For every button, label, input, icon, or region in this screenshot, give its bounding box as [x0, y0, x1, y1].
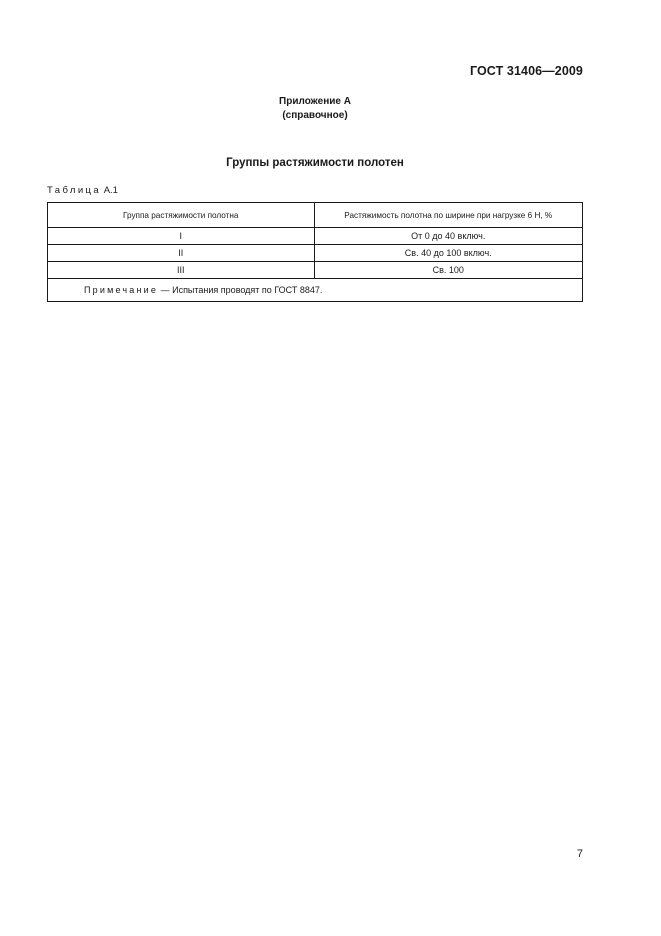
note-text: — Испытания проводят по ГОСТ 8847. [158, 285, 323, 295]
appendix-heading [0, 95, 630, 123]
column-header-group: Группа растяжимости полотна [48, 203, 315, 228]
value-cell: Св. 100 [314, 262, 583, 279]
table-caption [47, 185, 118, 196]
document-title: Группы растяжимости полотен [226, 157, 404, 169]
appendix-label: Приложение А [279, 96, 351, 107]
table-row [48, 262, 583, 279]
table-caption-number: А.1 [103, 185, 118, 196]
stretch-groups-table [47, 202, 583, 302]
note-label: Примечание [84, 285, 159, 295]
page-number: 7 [576, 848, 583, 860]
column-header-stretch: Растяжимость полотна по ширине при нагрузке 6 Н, % [314, 203, 583, 228]
table-caption-label: Таблица [47, 185, 102, 196]
value-cell: От 0 до 40 включ. [314, 228, 583, 245]
group-cell: II [48, 245, 315, 262]
table-note [48, 279, 583, 302]
table-note-row [48, 279, 583, 302]
group-cell: I [48, 228, 315, 245]
group-cell: III [48, 262, 315, 279]
value-cell: Св. 40 до 100 включ. [314, 245, 583, 262]
table-header-row [48, 203, 583, 228]
table-row [48, 245, 583, 262]
appendix-type: (справочное) [282, 110, 348, 121]
standard-code: ГОСТ 31406—2009 [469, 64, 583, 78]
table-row [48, 228, 583, 245]
